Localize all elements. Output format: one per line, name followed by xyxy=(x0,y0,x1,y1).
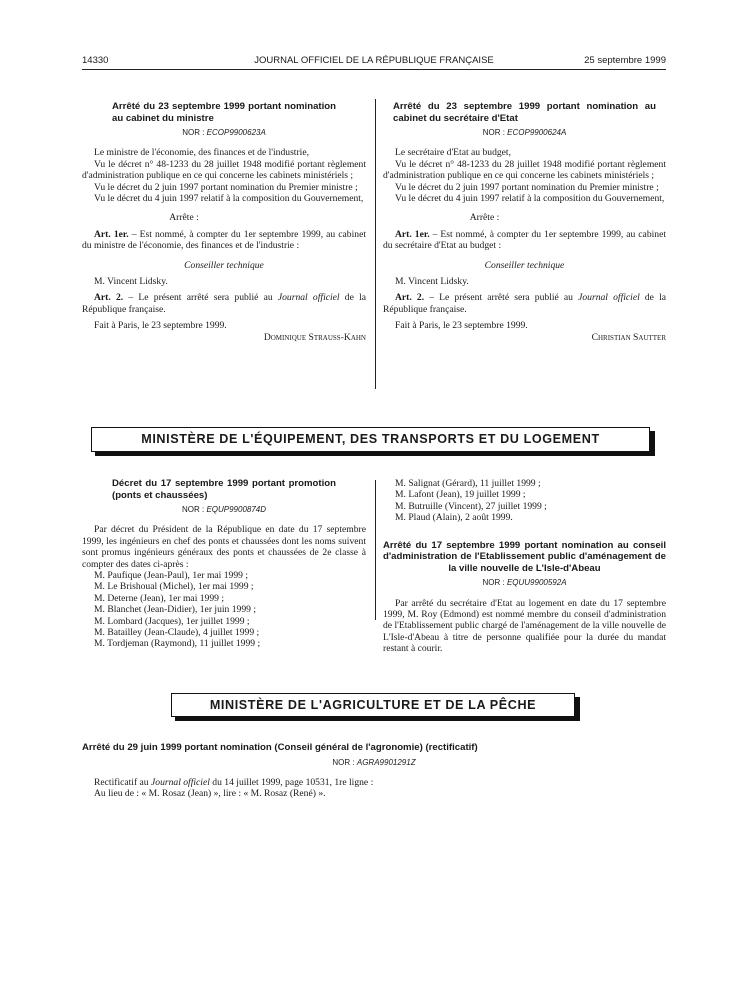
left-arrete-title: Arrêté du 23 septembre 1999 portant nomination au cabinet du ministre xyxy=(112,101,336,124)
right-arrete-nor-code: ECOP9900624A xyxy=(507,128,567,137)
list-item: M. Tordjeman (Raymond), 11 juillet 1999 ; xyxy=(94,638,261,650)
right-arrete-done: Fait à Paris, le 23 septembre 1999. xyxy=(395,320,528,332)
agri-arrete-line2: Au lieu de : « M. Rosaz (Jean) », lire : « M. Rosaz (René) ». xyxy=(94,788,326,800)
page-number: 14330 xyxy=(82,55,109,66)
agri-arrete xyxy=(82,742,666,800)
list-item: M. Lombard (Jacques), 1er juillet 1999 ; xyxy=(94,615,250,627)
right-arrete-p1: Le secrétaire d'Etat au budget, xyxy=(395,147,511,159)
agri-arrete-title: Arrêté du 29 juin 1999 portant nomination (Conseil général de l'agronomie) (rectificatif) xyxy=(82,742,478,753)
right-arrete-p3: Vu le décret du 2 juin 1997 portant nomination du Premier ministre ; xyxy=(395,181,659,193)
isle-abeau-nor-code: EQUU9900592A xyxy=(506,578,567,588)
ministry-equipement-heading: MINISTÈRE DE L'ÉQUIPEMENT, DES TRANSPORTS ET DU LOGEMENT xyxy=(91,427,650,452)
left-arrete-person: M. Vincent Lidsky. xyxy=(94,276,168,288)
header-rule xyxy=(82,69,666,70)
left-arrete-p2: Vu le décret n° 48-1233 du 28 juillet 1948 modifié portant règlement d'administration publique en ce qui concerne les cabinets ministériels ; xyxy=(82,158,366,182)
decret-nor-code: EQUP9900874D xyxy=(206,505,267,514)
left-arrete-arrete: Arrête : xyxy=(169,212,199,224)
right-arrete-p4: Vu le décret du 4 juin 1997 relatif à la composition du Gouvernement, xyxy=(395,193,665,205)
right-arrete-person: M. Vincent Lidsky. xyxy=(395,276,469,288)
agri-arrete-nor: NOR : AGRA9901291Z xyxy=(332,757,416,767)
decret-list-right xyxy=(383,478,666,524)
left-arrete-p1: Le ministre de l'économie, des finances et de l'industrie, xyxy=(94,147,309,159)
ministry-agriculture-heading: MINISTÈRE DE L'AGRICULTURE ET DE LA PÊCHE xyxy=(171,693,575,717)
right-arrete-nor: NOR : ECOP9900624A xyxy=(482,128,567,137)
isle-abeau-title: Arrêté du 17 septembre 1999 portant nomination au conseil d'administration de l'Etablissement public d'aménagement de la ville nouvelle de L'Isle-d'Abeau xyxy=(383,539,666,574)
list-item: M. Batailley (Jean-Claude), 4 juillet 1999 ; xyxy=(94,627,260,639)
list-item: M. Butruille (Vincent), 27 juillet 1999 ; xyxy=(395,500,547,512)
list-item: M. Plaud (Alain), 2 août 1999. xyxy=(395,512,513,524)
right-arrete xyxy=(383,101,666,343)
list-item: M. Salignat (Gérard), 11 juillet 1999 ; xyxy=(395,478,541,489)
journal-title: JOURNAL OFFICIEL DE LA RÉPUBLIQUE FRANÇAISE xyxy=(254,55,494,66)
column-divider-top xyxy=(375,99,376,389)
decret-list-left xyxy=(82,570,366,650)
agri-arrete-nor-code: AGRA9901291Z xyxy=(356,757,416,767)
isle-abeau-text: Par arrêté du secrétaire d'Etat au logement en date du 17 septembre 1999, M. Roy (Edmond) est nommé membre du conseil d'administration de l'Etablissement public chargé de l'aménagement de la ville nouvelle de L'Isle-d'Abeau à titre de personne qualifiée pour la durée du mandat restant à courir. xyxy=(383,597,666,655)
decret-intro: Par décret du Président de la République en date du 17 septembre 1999, les ingénieurs en chef des ponts et chaussées dont les noms suivent sont promus ingénieurs généraux des ponts et chaussées de 2e classe à compter des dates ci-après : xyxy=(82,524,366,570)
left-arrete xyxy=(82,101,366,343)
left-arrete-p4: Vu le décret du 4 juin 1997 relatif à la composition du Gouvernement, xyxy=(94,193,364,205)
left-arrete-p3: Vu le décret du 2 juin 1997 portant nomination du Premier ministre ; xyxy=(94,181,358,193)
right-arrete-role: Conseiller technique xyxy=(484,259,565,271)
decret-title: Décret du 17 septembre 1999 portant promotion (ponts et chaussées) xyxy=(112,478,336,501)
left-arrete-nor-code: ECOP9900623A xyxy=(206,128,266,137)
isle-abeau-nor: NOR : EQUU9900592A xyxy=(482,578,567,588)
right-arrete-p2: Vu le décret n° 48-1233 du 28 juillet 1948 modifié portant règlement d'administration publique en ce qui concerne les cabinets ministériels ; xyxy=(383,158,666,182)
left-arrete-signature: Dominique Strauss-Kahn xyxy=(263,331,366,343)
right-arrete-art2: Art. 2. – Le présent arrêté sera publié au Journal officiel de la République française. xyxy=(383,292,666,315)
right-arrete-arrete: Arrête : xyxy=(469,212,500,224)
publication-date: 25 septembre 1999 xyxy=(584,55,666,66)
left-arrete-art2: Art. 2. – Le présent arrêté sera publié au Journal officiel de la République française. xyxy=(82,292,366,315)
decret-promotion xyxy=(82,478,366,650)
list-item: M. Paufique (Jean-Paul), 1er mai 1999 ; xyxy=(94,570,248,582)
column-divider-middle xyxy=(375,480,376,620)
page-header xyxy=(82,55,666,69)
left-arrete-done: Fait à Paris, le 23 septembre 1999. xyxy=(94,320,227,332)
left-arrete-art1: Art. 1er. – Est nommé, à compter du 1er septembre 1999, au cabinet du ministre de l'économie, des finances et de l'industrie : xyxy=(82,228,366,252)
agri-arrete-line1: Rectificatif au Journal officiel du 14 juillet 1999, page 10531, 1re ligne : xyxy=(94,776,374,788)
decret-nor: NOR : EQUP9900874D xyxy=(181,505,267,514)
left-arrete-role: Conseiller technique xyxy=(184,259,264,271)
list-item: M. Blanchet (Jean-Didier), 1er juin 1999 ; xyxy=(94,604,256,616)
left-arrete-nor: NOR : ECOP9900623A xyxy=(182,128,266,137)
right-arrete-title: Arrêté du 23 septembre 1999 portant nomination au cabinet du secrétaire d'Etat xyxy=(393,101,656,124)
list-item: M. Lafont (Jean), 19 juillet 1999 ; xyxy=(395,489,526,501)
list-item: M. Deterne (Jean), 1er mai 1999 ; xyxy=(94,592,225,604)
list-item: M. Le Brishoual (Michel), 1er mai 1999 ; xyxy=(94,581,254,593)
decret-continued xyxy=(383,478,666,655)
right-arrete-signature: Christian Sautter xyxy=(591,331,666,343)
right-arrete-art1: Art. 1er. – Est nommé, à compter du 1er septembre 1999, au cabinet du secrétaire d'Etat au budget : xyxy=(383,228,666,252)
